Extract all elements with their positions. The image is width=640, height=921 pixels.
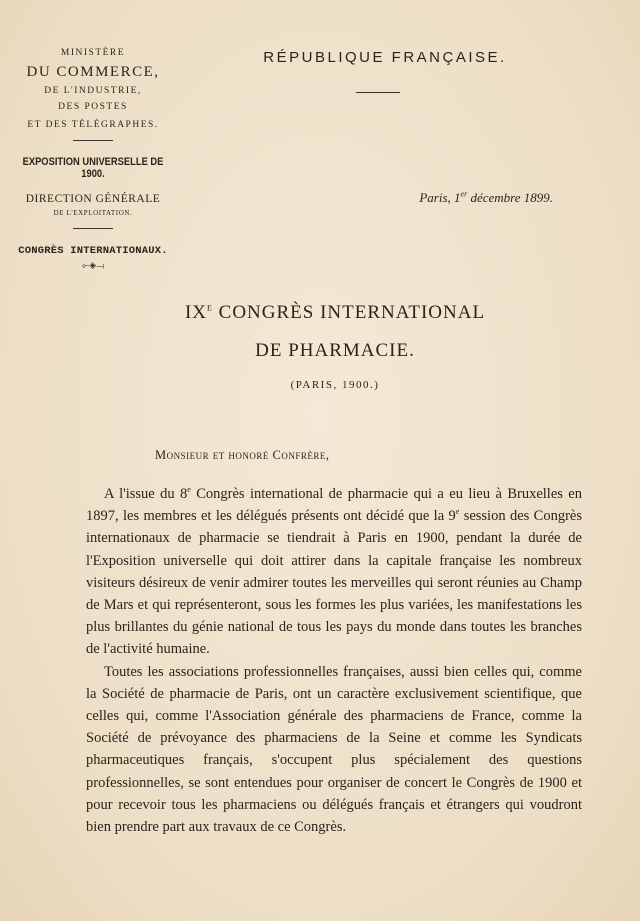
ministry-line-4: DES POSTES: [58, 102, 128, 112]
republique-heading: RÉPUBLIQUE FRANÇAISE.: [263, 49, 507, 66]
salutation: Monsieur et honoré Confrère,: [155, 448, 330, 462]
ornament: ⟜◈⟞: [82, 260, 104, 270]
paragraph-2: Toutes les associations professionnelles françaises, aussi bien celles qui, comme la Société de pharmacie de Paris, ont un caractère exclusivement scientifique, que celles qui, comme l'Association générale des pharmaciens de France, comme la Société de prévoyance des pharmaciens de la Seine et comme les Syndicats pharmaceutiques français, s'occupent plus spécialement des questions professionnelles, se sont entendues pour organiser de concert le Congrès de 1900 et pour recevoir tous les pharmaciens ou délégués français et étrangers qui voudront bien prendre part aux travaux de ce Congrès.: [86, 663, 582, 836]
dateline: Paris, 1er décembre 1899.: [419, 189, 553, 205]
divider: [356, 92, 400, 93]
congres-heading: CONGRÈS INTERNATIONAUX.: [18, 245, 168, 257]
document-subtitle: (PARIS, 1900.): [290, 379, 380, 391]
ministry-line-2: DU COMMERCE,: [26, 64, 160, 80]
letter-body: [86, 483, 582, 838]
ministry-line-5: ET DES TÉLÉGRAPHES.: [27, 120, 159, 130]
document-title-line-2: DE PHARMACIE.: [255, 340, 415, 361]
direction-line-2: DE L'EXPLOITATION.: [53, 209, 133, 217]
exposition-heading: EXPOSITION UNIVERSELLE DE 1900.: [22, 156, 164, 180]
direction-line-1: DIRECTION GÉNÉRALE: [25, 193, 161, 205]
ministry-line-1: MINISTÈRE: [60, 48, 126, 58]
paragraph-1: A l'issue du 8e Congrès international de pharmacie qui a eu lieu à Bruxelles en 1897, les membres et les délégués présents ont décidé que la 9e session des Congrès internationaux de pharmacie se tiendrait à Paris en 1900, pendant la durée de l'Exposition universelle qui doit attirer dans la capitale française les nombreux visiteurs désireux de venir admirer toutes les merveilles qui seront réunies au Champ de Mars et qui représenteront, sous les formes les plus variées, les manifestations les plus brillantes du génie national de tous les pays du monde dans toutes les branches de l'activité humaine.: [86, 485, 582, 658]
divider: [73, 140, 113, 141]
document-title-line-1: $IX^E$ CONGRÈS INTERNATIONAL: [184, 302, 486, 323]
divider: [73, 228, 113, 229]
ministry-line-3: DE L'INDUSTRIE,: [44, 86, 142, 96]
